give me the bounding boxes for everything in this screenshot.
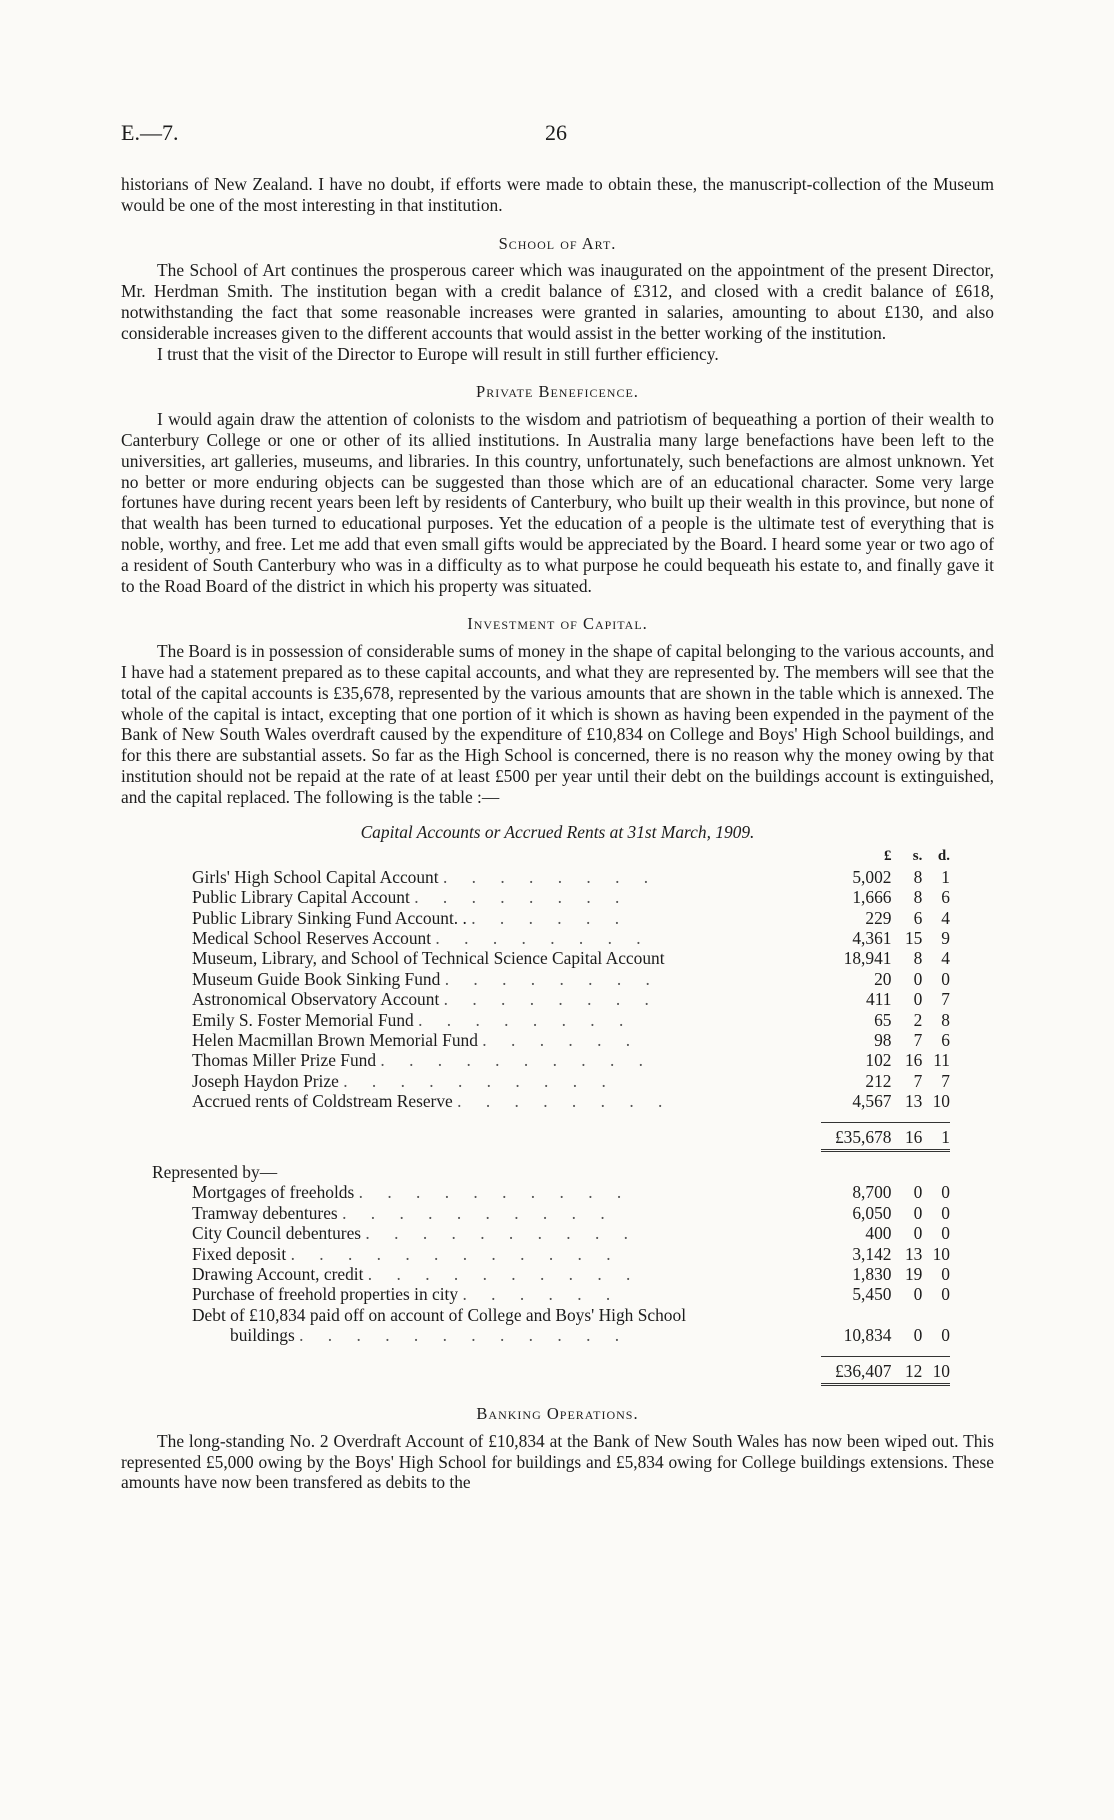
document-reference: E.—7. bbox=[121, 120, 179, 145]
table-row bbox=[152, 867, 950, 887]
amount-pence: 10 bbox=[932, 1091, 950, 1112]
table-row bbox=[152, 1091, 950, 1111]
table-row bbox=[152, 928, 950, 948]
amount-pence: 7 bbox=[941, 989, 950, 1010]
amount-pounds: 400 bbox=[865, 1223, 892, 1244]
paragraph-banking-operations: The long-standing No. 2 Overdraft Account of £10,834 at the Bank of New South Wales has now been wiped out. This represented £5,000 owing by the Boys' High School for buildings and £5,834 owing for College buildings extensions. These amounts have now been transfered as debits to the bbox=[121, 1430, 994, 1493]
amount-pence: 4 bbox=[941, 948, 950, 969]
table-row bbox=[152, 1305, 950, 1325]
paragraph-school-of-art: The School of Art continues the prosperous career which was inaugurated on the appointment of the present Director, Mr. Herdman Smith. The institution began with a credit balance of £312, and closed with a credit balance of £618, notwithstanding the fact that some reasonable increases were granted in salaries, amounting to about £130, and also considerable increases given to the different accounts that would assist in the better working of the institution. bbox=[121, 260, 994, 343]
table-row bbox=[152, 1244, 950, 1264]
amount-pounds: 18,941 bbox=[843, 948, 892, 969]
table-row bbox=[152, 1030, 950, 1050]
account-name: Public Library Sinking Fund Account. . bbox=[192, 907, 467, 928]
account-name: Museum Guide Book Sinking Fund bbox=[192, 968, 441, 989]
amount-shillings: 2 bbox=[913, 1009, 923, 1030]
table-row bbox=[152, 1010, 950, 1030]
amount-shillings: 13 bbox=[904, 1243, 923, 1264]
amount-shillings: 0 bbox=[913, 968, 923, 989]
leader-dots: . . . . . . . . . . bbox=[380, 1050, 653, 1071]
amount-pence: 6 bbox=[941, 887, 950, 908]
amount-shillings: 8 bbox=[913, 866, 923, 887]
paragraph-private-beneficence: I would again draw the attention of colonists to the wisdom and patriotism of bequeathing a portion of their wealth to Canterbury College or one or other of its allied institutions. In Australia many large benefactions have been left to the universities, art galleries, museums, and libraries. In this country, unfortunately, such benefactions are almost unknown. Yet no better or more enduring objects can be suggested than those which are of an educational character. Some very large fortunes have during recent years been left by residents of Canterbury, who built up their wealth in this province, but none of that wealth has been turned to educational purposes. Yet the education of a people is the ultimate test of everything that is noble, worthy, and free. Let me add that even small gifts would be appreciated by the Board. I heard some year or two ago of a resident of South Canterbury who was in a difficulty as to what purpose he could bequeath his estate to, and finally gave it to the Road Board of the district in which his property was situated. bbox=[121, 409, 994, 596]
amount-pounds: 6,050 bbox=[852, 1202, 892, 1223]
amount-pence: 7 bbox=[941, 1070, 950, 1091]
section-heading-investment-of-capital: Investment of Capital. bbox=[467, 614, 648, 634]
amount-shillings: 6 bbox=[913, 907, 923, 928]
table-row bbox=[152, 908, 950, 928]
debt-description-line2: buildings bbox=[230, 1325, 295, 1346]
amount-pence: 11 bbox=[933, 1050, 950, 1071]
amount-pence: 0 bbox=[941, 1264, 950, 1285]
amount-pence: 0 bbox=[941, 1325, 950, 1346]
amount-shillings: 0 bbox=[913, 1202, 923, 1223]
leader-dots: . . . . . . . . bbox=[435, 927, 651, 948]
account-name: Astronomical Observatory Account bbox=[192, 989, 440, 1010]
account-name: Museum, Library, and School of Technical Science Capital Account bbox=[192, 948, 665, 969]
amount-shillings: 0 bbox=[913, 1325, 923, 1346]
account-name: Helen Macmillan Brown Memorial Fund bbox=[192, 1029, 478, 1050]
table-row bbox=[152, 1182, 950, 1202]
leader-dots: . . . . . . . . . . . . bbox=[290, 1243, 621, 1264]
leader-dots: . . . . . . . . . . bbox=[342, 1202, 615, 1223]
table-row bbox=[152, 1325, 950, 1345]
amount-pounds: 20 bbox=[874, 968, 892, 989]
amount-pounds: 8,700 bbox=[852, 1182, 892, 1203]
amount-pence: 1 bbox=[941, 866, 950, 887]
table-caption: Capital Accounts or Accrued Rents at 31st March, 1909. bbox=[360, 821, 755, 842]
leader-dots: . . . . . . bbox=[462, 1284, 621, 1305]
leader-dots: . . . . . . bbox=[471, 907, 630, 928]
leader-dots: . . . . . . . . bbox=[443, 989, 659, 1010]
assets-total-row bbox=[152, 1356, 950, 1384]
amount-pounds: 98 bbox=[874, 1029, 892, 1050]
amount-pence: 0 bbox=[941, 1182, 950, 1203]
amount-pence: 6 bbox=[941, 1029, 950, 1050]
capital-total-row bbox=[152, 1122, 950, 1150]
paragraph-continuation: historians of New Zealand. I have no doubt, if efforts were made to obtain these, the manuscript-collection of the Museum would be one of the most interesting in that institution. bbox=[121, 174, 994, 215]
amount-shillings: 13 bbox=[904, 1091, 923, 1112]
table-units-row bbox=[152, 846, 950, 866]
capital-total-shillings: 16 bbox=[891, 1122, 922, 1150]
leader-dots: . . . . . . . . . . bbox=[358, 1182, 632, 1203]
asset-name: Tramway debentures bbox=[192, 1202, 338, 1223]
represented-by-label: Represented by— bbox=[152, 1162, 278, 1182]
asset-name: City Council debentures bbox=[192, 1223, 362, 1244]
capital-total-pounds: £35,678 bbox=[821, 1122, 892, 1150]
table-row bbox=[152, 887, 950, 907]
assets-total-pence: 10 bbox=[922, 1356, 950, 1384]
amount-shillings: 16 bbox=[904, 1050, 923, 1071]
account-name: Thomas Miller Prize Fund bbox=[192, 1050, 377, 1071]
section-heading-banking-operations: Banking Operations. bbox=[476, 1404, 639, 1424]
amount-pounds: 102 bbox=[865, 1050, 892, 1071]
page-number: 26 bbox=[545, 120, 567, 145]
section-heading-private-beneficence: Private Beneficence. bbox=[476, 382, 639, 402]
table-row bbox=[152, 1203, 950, 1223]
table-row bbox=[152, 1264, 950, 1284]
amount-pounds: 5,002 bbox=[852, 866, 892, 887]
amount-shillings: 8 bbox=[913, 887, 923, 908]
amount-shillings: 0 bbox=[913, 989, 923, 1010]
account-name: Girls' High School Capital Account bbox=[192, 866, 439, 887]
amount-shillings: 19 bbox=[904, 1264, 923, 1285]
table-row bbox=[152, 1223, 950, 1243]
amount-pounds: 1,666 bbox=[852, 887, 892, 908]
amount-shillings: 7 bbox=[913, 1029, 923, 1050]
represented-by-row bbox=[152, 1162, 950, 1182]
asset-name: Fixed deposit bbox=[192, 1243, 287, 1264]
account-name: Emily S. Foster Memorial Fund bbox=[192, 1009, 414, 1030]
table-row bbox=[152, 1284, 950, 1304]
amount-pence: 8 bbox=[941, 1009, 950, 1030]
leader-dots: . . . . . . . . . . bbox=[343, 1070, 616, 1091]
amount-pounds: 3,142 bbox=[852, 1243, 892, 1264]
table-row bbox=[152, 1050, 950, 1070]
assets-total-shillings: 12 bbox=[891, 1356, 922, 1384]
leader-dots: . . . . . . bbox=[482, 1029, 641, 1050]
asset-name: Drawing Account, credit bbox=[192, 1264, 364, 1285]
table-row bbox=[152, 969, 950, 989]
paragraph-director-visit: I trust that the visit of the Director to Europe will result in still further efficiency. bbox=[157, 343, 719, 364]
amount-pounds: 1,830 bbox=[852, 1264, 892, 1285]
amount-pence: 10 bbox=[932, 1243, 950, 1264]
asset-name: Mortgages of freeholds bbox=[192, 1182, 355, 1203]
amount-pounds: 4,567 bbox=[852, 1091, 892, 1112]
leader-dots: . . . . . . . . . . . . bbox=[299, 1325, 630, 1346]
amount-shillings: 0 bbox=[913, 1284, 923, 1305]
leader-dots: . . . . . . . . . . bbox=[365, 1223, 639, 1244]
amount-pence: 9 bbox=[941, 927, 950, 948]
amount-shillings: 15 bbox=[904, 927, 923, 948]
amount-pounds: 411 bbox=[866, 989, 892, 1010]
table-row bbox=[152, 948, 950, 968]
amount-shillings: 7 bbox=[913, 1070, 923, 1091]
leader-dots: . . . . . . . . . . bbox=[367, 1264, 641, 1285]
debt-description-line1: Debt of £10,834 paid off on account of College and Boys' High School bbox=[192, 1304, 687, 1325]
account-name: Joseph Haydon Prize bbox=[192, 1070, 339, 1091]
amount-shillings: 0 bbox=[913, 1182, 923, 1203]
amount-pence: 0 bbox=[941, 968, 950, 989]
assets-total-pounds: £36,407 bbox=[821, 1356, 892, 1384]
capital-total-pence: 1 bbox=[922, 1122, 950, 1150]
account-name: Accrued rents of Coldstream Reserve bbox=[192, 1091, 453, 1112]
section-heading-school-of-art: School of Art. bbox=[498, 233, 617, 253]
shillings-unit: s. bbox=[912, 848, 923, 865]
leader-dots: . . . . . . . . bbox=[418, 1009, 634, 1030]
amount-pence: 0 bbox=[941, 1284, 950, 1305]
amount-pounds: 4,361 bbox=[852, 927, 892, 948]
paragraph-investment-of-capital: The Board is in possession of considerable sums of money in the shape of capital belonging to the various accounts, and I have had a statement prepared as to these capital accounts, and what they are represented by. The members will see that the total of the capital accounts is £35,678, represented by the various amounts that are shown in the table which is annexed. The whole of the capital is intact, excepting that one portion of it which is shown as having been expended in the payment of the Bank of New South Wales overdraft caused by the expenditure of £10,834 on College and Boys' High School buildings, and for this there are substantial assets. So far as the High School is concerned, there is no reason why the money owing by that institution should not be repaid at the rate of at least £500 per year until their debt on the buildings account is extinguished, and the capital replaced. The following is the table :— bbox=[121, 641, 994, 807]
asset-name: Purchase of freehold properties in city bbox=[192, 1284, 459, 1305]
table-row bbox=[152, 989, 950, 1009]
document-body bbox=[121, 174, 994, 1493]
account-name: Public Library Capital Account bbox=[192, 887, 410, 908]
amount-pounds: 212 bbox=[865, 1070, 892, 1091]
amount-pounds: 65 bbox=[874, 1009, 892, 1030]
account-name: Medical School Reserves Account bbox=[192, 927, 432, 948]
amount-shillings: 8 bbox=[913, 948, 923, 969]
capital-accounts-table bbox=[152, 846, 950, 1386]
leader-dots: . . . . . . . . bbox=[444, 968, 660, 989]
pence-unit: d. bbox=[937, 848, 950, 865]
amount-shillings: 0 bbox=[913, 1223, 923, 1244]
leader-dots: . . . . . . . . bbox=[414, 887, 630, 908]
leader-dots: . . . . . . . . bbox=[442, 866, 659, 887]
leader-dots: . . . . . . . . bbox=[457, 1091, 673, 1112]
amount-pence: 0 bbox=[941, 1223, 950, 1244]
amount-pounds: 10,834 bbox=[843, 1325, 892, 1346]
amount-pounds: 5,450 bbox=[852, 1284, 892, 1305]
pounds-unit: £ bbox=[883, 848, 892, 865]
amount-pence: 4 bbox=[941, 907, 950, 928]
table-row bbox=[152, 1071, 950, 1091]
amount-pounds: 229 bbox=[865, 907, 892, 928]
amount-pence: 0 bbox=[941, 1202, 950, 1223]
